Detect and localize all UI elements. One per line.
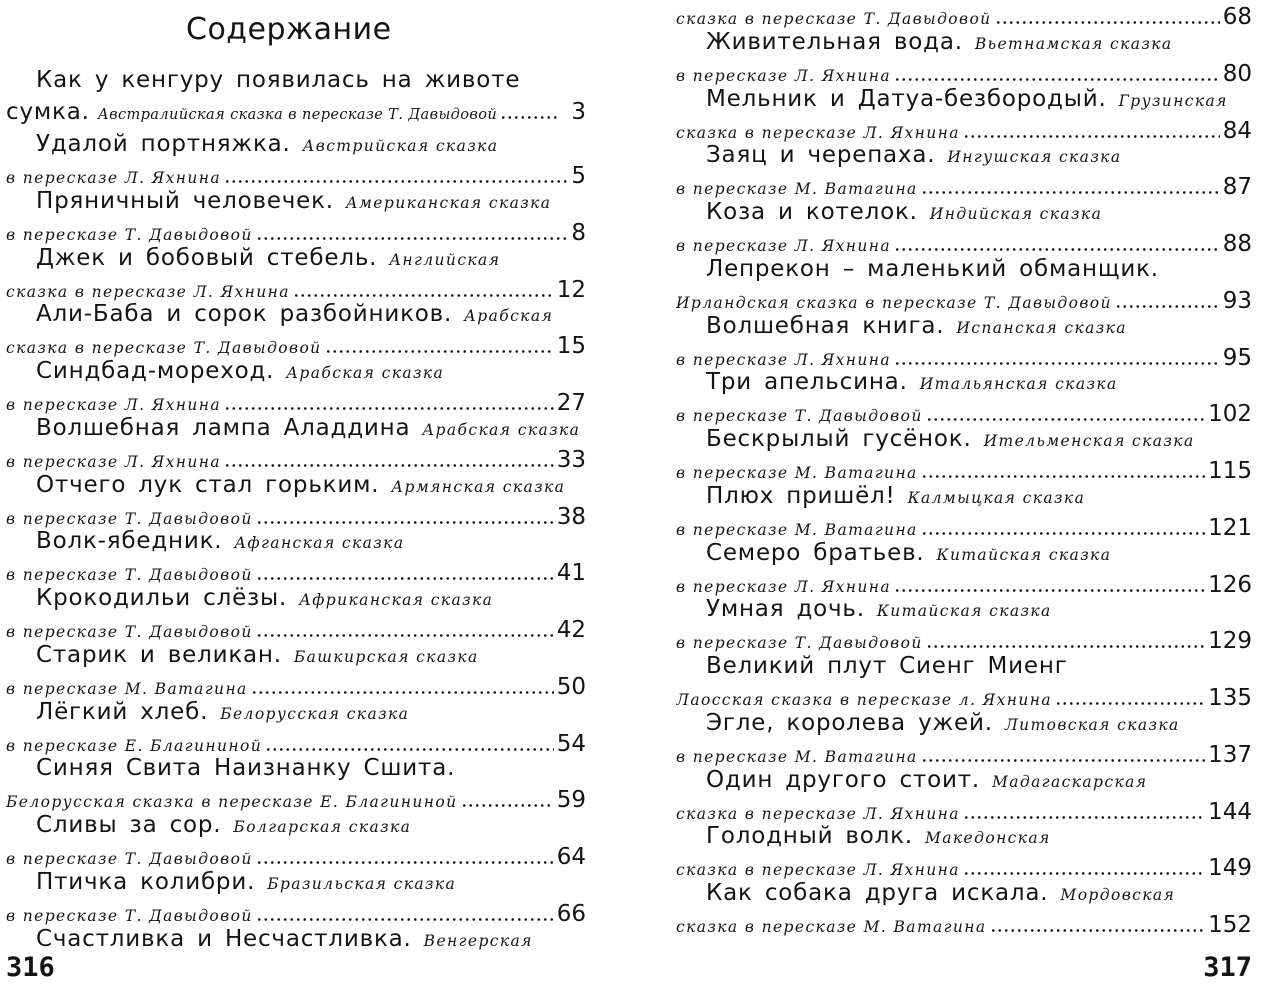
toc-source-line — [676, 742, 1252, 767]
story-title: Три апельсина. — [706, 369, 908, 396]
story-title: Джек и бобовый стебель. — [36, 244, 378, 271]
toc-entry — [676, 142, 1252, 199]
story-source: в пересказе Е. Благининой — [6, 736, 263, 755]
story-origin: Мордовская — [1060, 886, 1176, 904]
page-ref: 87 — [1222, 174, 1252, 199]
toc-source-line — [6, 901, 586, 926]
toc-title-line — [6, 699, 586, 731]
toc-entry — [6, 301, 586, 358]
toc-source-line — [676, 345, 1252, 370]
story-title: Волшебная книга. — [706, 312, 945, 339]
dot-leader — [256, 521, 554, 524]
toc-title-line — [6, 415, 586, 447]
page-number-left: 316 — [6, 952, 55, 983]
story-source: в пересказе Л. Яхнина — [676, 350, 892, 369]
toc-entry — [676, 823, 1252, 880]
toc-title-line — [6, 869, 586, 901]
page-ref: 54 — [556, 730, 586, 756]
page-ref: 12 — [556, 276, 586, 302]
toc-entry — [6, 131, 586, 188]
story-origin: Мадагаскарская — [992, 772, 1148, 791]
story-title: Лепрекон – маленький обманщик. — [706, 255, 1159, 282]
story-title: Сливы за сор. — [36, 812, 222, 838]
page-ref: 144 — [1208, 798, 1252, 824]
toc-title-line — [676, 199, 1252, 231]
toc-title-line — [676, 29, 1252, 61]
story-title: Голодный волк. — [706, 823, 913, 850]
page-ref: 59 — [556, 787, 586, 812]
story-title: Волк-ябедник. — [36, 528, 223, 555]
toc-title-line — [6, 245, 586, 277]
right-page — [648, 0, 1266, 994]
toc-column-right — [648, 4, 1266, 937]
story-source: в пересказе М. Ватагина — [676, 520, 918, 539]
toc-entry — [6, 245, 586, 302]
toc-source-line — [676, 401, 1252, 426]
story-origin: Калмыцкая сказка — [907, 488, 1086, 507]
story-title: Эгле, королева ужей. — [706, 709, 993, 736]
page-ref: 152 — [1208, 912, 1252, 937]
page-ref: 33 — [556, 446, 586, 472]
dot-leader — [1055, 702, 1205, 705]
dot-leader — [921, 759, 1205, 762]
story-title: Коза и котелок. — [706, 199, 918, 225]
toc-source-line — [6, 163, 586, 188]
story-origin: Ингушская сказка — [947, 148, 1122, 167]
story-source: в пересказе М. Ватагина — [676, 747, 918, 766]
dot-leader — [265, 748, 554, 751]
story-origin: Македонская — [924, 829, 1051, 848]
page-ref: 121 — [1208, 514, 1252, 540]
left-page — [0, 0, 620, 994]
story-origin: Ительменская сказка — [983, 432, 1195, 450]
story-origin: Белорусская сказка — [220, 704, 410, 723]
toc-entry — [6, 926, 586, 958]
page-ref: 38 — [556, 503, 586, 529]
toc-entry — [676, 4, 1252, 29]
story-source: Лаосская сказка в пересказе л. Яхнина — [676, 691, 1052, 709]
toc-entry — [676, 880, 1252, 937]
toc-source-line — [6, 447, 586, 472]
toc-title-line — [676, 540, 1252, 572]
toc-entry — [6, 358, 586, 415]
story-origin: Американская сказка — [345, 193, 552, 212]
story-source: в пересказе М. Ватагина — [6, 679, 248, 698]
page-ref: 102 — [1208, 401, 1252, 426]
toc-title-line — [6, 188, 586, 220]
toc-title-line — [676, 823, 1252, 855]
page-ref: 95 — [1222, 344, 1252, 370]
toc-source-line — [6, 674, 586, 699]
toc-source-line — [676, 288, 1252, 313]
toc-title-line — [6, 67, 586, 99]
toc-entry — [6, 585, 586, 642]
toc-title-line — [676, 596, 1252, 628]
story-source: в пересказе Л. Яхнина — [676, 66, 892, 85]
page-ref: 41 — [556, 560, 586, 585]
toc-source-line — [676, 628, 1252, 653]
story-source: сказка в пересказе Т. Давыдовой — [6, 339, 322, 358]
story-source: в пересказе М. Ватагина — [676, 464, 918, 482]
toc-title-line — [6, 301, 586, 333]
toc-entry — [676, 596, 1252, 653]
story-source: в пересказе Л. Яхнина — [676, 577, 892, 596]
toc-source-line — [676, 912, 1252, 937]
toc-title-line — [676, 483, 1252, 515]
story-title-end: сумка. — [6, 99, 90, 125]
story-source: Австралийская сказка в пересказе Т. Давыдовой — [97, 107, 498, 123]
toc-source-line — [676, 4, 1252, 29]
page-number-right: 317 — [1203, 952, 1252, 983]
story-origin: Афганская сказка — [234, 534, 405, 553]
dot-leader — [990, 929, 1206, 932]
story-title: Как у кенгуру появилась на животе — [36, 67, 521, 93]
dot-leader — [894, 362, 1220, 365]
toc-entry — [676, 256, 1252, 313]
story-origin: Китайская сказка — [876, 602, 1052, 621]
page-ref: 88 — [1222, 231, 1252, 256]
story-title: Лёгкий хлеб. — [36, 698, 209, 725]
toc-title-line — [6, 528, 586, 560]
dot-leader — [293, 294, 554, 297]
toc-source-line — [6, 333, 586, 358]
page-ref: 8 — [571, 219, 586, 245]
dot-leader — [963, 816, 1205, 819]
toc-source-line — [6, 277, 586, 302]
story-source: в пересказе Л. Яхнина — [676, 237, 892, 255]
story-title: Птичка колибри. — [36, 868, 256, 895]
story-origin: Итальянская сказка — [919, 375, 1118, 394]
dot-leader — [921, 475, 1205, 478]
page-ref: 64 — [556, 844, 586, 869]
page-ref: 15 — [556, 333, 586, 358]
page-ref: 84 — [1222, 117, 1252, 143]
dot-leader — [256, 861, 554, 864]
story-source: в пересказе Л. Яхнина — [6, 452, 222, 471]
story-source: Белорусская сказка в пересказе Е. Благининой — [6, 793, 458, 812]
page-ref: 80 — [1222, 60, 1252, 86]
story-source: сказка в пересказе Л. Яхнина — [676, 861, 960, 880]
toc-source-line — [6, 731, 586, 756]
toc-title-line — [6, 131, 586, 163]
dot-leader — [256, 634, 554, 637]
toc-source-line — [676, 572, 1252, 597]
toc-entry — [676, 483, 1252, 540]
toc-entry — [676, 313, 1252, 370]
story-source: в пересказе М. Ватагина — [676, 180, 918, 199]
toc-entry — [676, 369, 1252, 426]
toc-title-line — [6, 472, 586, 504]
page-ref: 5 — [571, 163, 586, 188]
story-source: в пересказе Л. Яхнина — [6, 169, 222, 187]
story-title: Мельник и Датуа-безбородый. — [706, 85, 1107, 112]
page-ref: 3 — [571, 99, 586, 125]
toc-title-line — [6, 755, 586, 787]
toc-source-line — [6, 390, 586, 415]
story-origin: Венгерская — [423, 931, 533, 950]
story-source: в пересказе Т. Давыдовой — [676, 407, 923, 426]
dot-leader — [325, 350, 554, 353]
story-origin: Индийская сказка — [929, 205, 1103, 223]
story-origin: Вьетнамская сказка — [974, 34, 1173, 53]
story-source: сказка в пересказе Л. Яхнина — [6, 282, 290, 301]
story-source: в пересказе Т. Давыдовой — [6, 850, 253, 868]
toc-source-line — [676, 231, 1252, 256]
toc-entry — [676, 86, 1252, 143]
toc-title-line — [6, 585, 586, 617]
story-title: Бескрылый гусёнок. — [706, 426, 972, 452]
story-source: в пересказе Т. Давыдовой — [6, 566, 253, 585]
page-ref: 149 — [1208, 855, 1252, 880]
toc-title-line — [676, 653, 1252, 685]
page-ref: 42 — [556, 617, 586, 642]
story-source: сказка в пересказе Т. Давыдовой — [676, 10, 992, 28]
toc-source-line — [676, 118, 1252, 143]
story-title: Великий плут Сиенг Миенг — [706, 653, 1068, 679]
toc-entry — [676, 199, 1252, 256]
page-ref: 115 — [1208, 458, 1252, 483]
toc-source-line — [6, 220, 586, 245]
toc-title-line — [676, 142, 1252, 174]
page-ref: 129 — [1208, 628, 1252, 653]
toc-source-line — [6, 560, 586, 585]
dot-leader — [995, 21, 1220, 24]
story-source: в пересказе Т. Давыдовой — [6, 906, 253, 925]
story-title: Семеро братьев. — [706, 539, 925, 566]
toc-source-line — [676, 515, 1252, 540]
toc-entry — [6, 528, 586, 585]
story-title: Пряничный человечек. — [36, 187, 334, 214]
dot-leader — [251, 691, 554, 694]
story-title: Заяц и черепаха. — [706, 142, 936, 169]
toc-title-line — [676, 880, 1252, 912]
toc-title-line — [676, 426, 1252, 458]
story-origin: Арабская сказка — [422, 420, 581, 439]
dot-leader — [926, 645, 1205, 648]
dot-leader — [461, 804, 554, 807]
story-origin: Башкирская сказка — [293, 647, 479, 666]
story-title: Синяя Свита Наизнанку Сшита. — [36, 755, 456, 782]
page-ref: 68 — [1222, 4, 1252, 29]
toc-source-line — [6, 844, 586, 869]
dot-leader — [921, 191, 1220, 194]
dot-leader — [921, 532, 1205, 535]
toc-entry — [676, 426, 1252, 483]
story-origin: Бразильская сказка — [267, 874, 457, 893]
toc-entry — [676, 710, 1252, 767]
toc-title-line — [6, 358, 586, 390]
toc-source-line — [676, 799, 1252, 824]
story-title: Крокодильи слёзы. — [36, 585, 288, 611]
story-source: в пересказе Т. Давыдовой — [6, 509, 253, 528]
dot-leader — [224, 407, 554, 410]
dot-leader — [256, 918, 554, 921]
toc-source-line — [6, 787, 586, 812]
toc-entry — [676, 29, 1252, 86]
toc-entry — [6, 415, 586, 472]
story-source: Ирландская сказка в пересказе Т. Давыдовой — [676, 293, 1112, 312]
dot-leader — [256, 237, 569, 240]
dot-leader — [894, 589, 1205, 592]
page-ref: 27 — [556, 390, 586, 415]
story-title: Отчего лук стал горьким. — [36, 471, 380, 498]
story-origin: Болгарская сказка — [233, 818, 412, 836]
dot-leader — [224, 464, 554, 467]
toc-title-line — [6, 812, 586, 844]
story-title: Синдбад-мореход. — [36, 358, 275, 384]
toc-title-line — [6, 99, 586, 131]
story-origin: Австрийская сказка — [302, 137, 499, 155]
toc-title-line — [676, 710, 1252, 742]
story-title: Удалой портняжка. — [36, 131, 291, 157]
page-title: Содержание — [186, 12, 392, 47]
page-ref: 126 — [1208, 571, 1252, 597]
toc-source-line — [6, 504, 586, 529]
toc-title-line — [6, 926, 586, 958]
page-ref: 135 — [1208, 685, 1252, 710]
toc-source-line — [676, 61, 1252, 86]
page-ref: 66 — [556, 900, 586, 926]
story-title: Плюх пришёл! — [706, 482, 896, 509]
toc-source-line — [676, 855, 1252, 880]
dot-leader — [224, 180, 568, 183]
story-title: Волшебная лампа Аладдина — [36, 414, 411, 441]
dot-leader — [894, 78, 1220, 81]
toc-source-line — [6, 617, 586, 642]
story-origin: Грузинская — [1118, 91, 1228, 110]
story-title: Старик и великан. — [36, 641, 282, 668]
toc-title-line — [676, 256, 1252, 288]
toc-entry — [676, 653, 1252, 710]
story-source: в пересказе Л. Яхнина — [6, 396, 222, 414]
story-origin: Армянская сказка — [391, 477, 566, 496]
story-source: в пересказе Т. Давыдовой — [6, 623, 253, 641]
toc-title-line — [676, 767, 1252, 799]
toc-entry — [6, 755, 586, 812]
dot-leader — [1115, 305, 1220, 308]
page-ref: 137 — [1208, 741, 1252, 767]
toc-title-line — [676, 86, 1252, 118]
story-source: в пересказе Т. Давыдовой — [676, 634, 923, 653]
story-origin: Африканская сказка — [299, 591, 494, 609]
story-title: Счастливка и Несчастливка. — [36, 925, 412, 952]
dot-leader — [500, 116, 558, 119]
toc-title-line — [676, 313, 1252, 345]
toc-title-line — [676, 369, 1252, 401]
page-ref: 50 — [556, 673, 586, 699]
dot-leader — [963, 135, 1220, 138]
page-ref: 93 — [1222, 287, 1252, 313]
story-source: сказка в пересказе Л. Яхнина — [676, 804, 960, 823]
story-source: сказка в пересказе М. Ватагина — [676, 918, 987, 936]
toc-entry — [6, 869, 586, 926]
story-origin: Китайская сказка — [936, 545, 1112, 564]
story-origin: Арабская сказка — [286, 364, 445, 382]
toc-entry — [6, 812, 586, 869]
story-origin: Испанская сказка — [956, 318, 1127, 337]
toc-entry — [6, 188, 586, 245]
dot-leader — [926, 418, 1205, 421]
toc-source-line — [676, 685, 1252, 710]
toc-entry — [6, 67, 586, 131]
story-title: Умная дочь. — [706, 596, 865, 623]
story-source: сказка в пересказе Л. Яхнина — [676, 123, 960, 142]
story-title: Как собака друга искала. — [706, 880, 1049, 906]
toc-entry — [6, 472, 586, 529]
story-title: Один другого стоит. — [706, 766, 981, 793]
story-origin: Английская — [389, 250, 501, 269]
toc-title-line — [6, 642, 586, 674]
story-title: Али-Баба и сорок разбойников. — [36, 301, 453, 328]
dot-leader — [963, 872, 1205, 875]
toc-source-line — [676, 174, 1252, 199]
toc-entry — [676, 767, 1252, 824]
dot-leader — [256, 577, 554, 580]
toc-entry — [6, 642, 586, 699]
story-source: в пересказе Т. Давыдовой — [6, 225, 253, 244]
story-origin: Арабская — [464, 307, 554, 326]
dot-leader — [894, 248, 1220, 251]
story-title: Живительная вода. — [706, 28, 963, 55]
toc-entry — [6, 699, 586, 756]
toc-source-line — [676, 458, 1252, 483]
toc-column-left — [0, 67, 620, 958]
story-origin: Литовская сказка — [1004, 715, 1180, 734]
toc-entry — [676, 540, 1252, 597]
